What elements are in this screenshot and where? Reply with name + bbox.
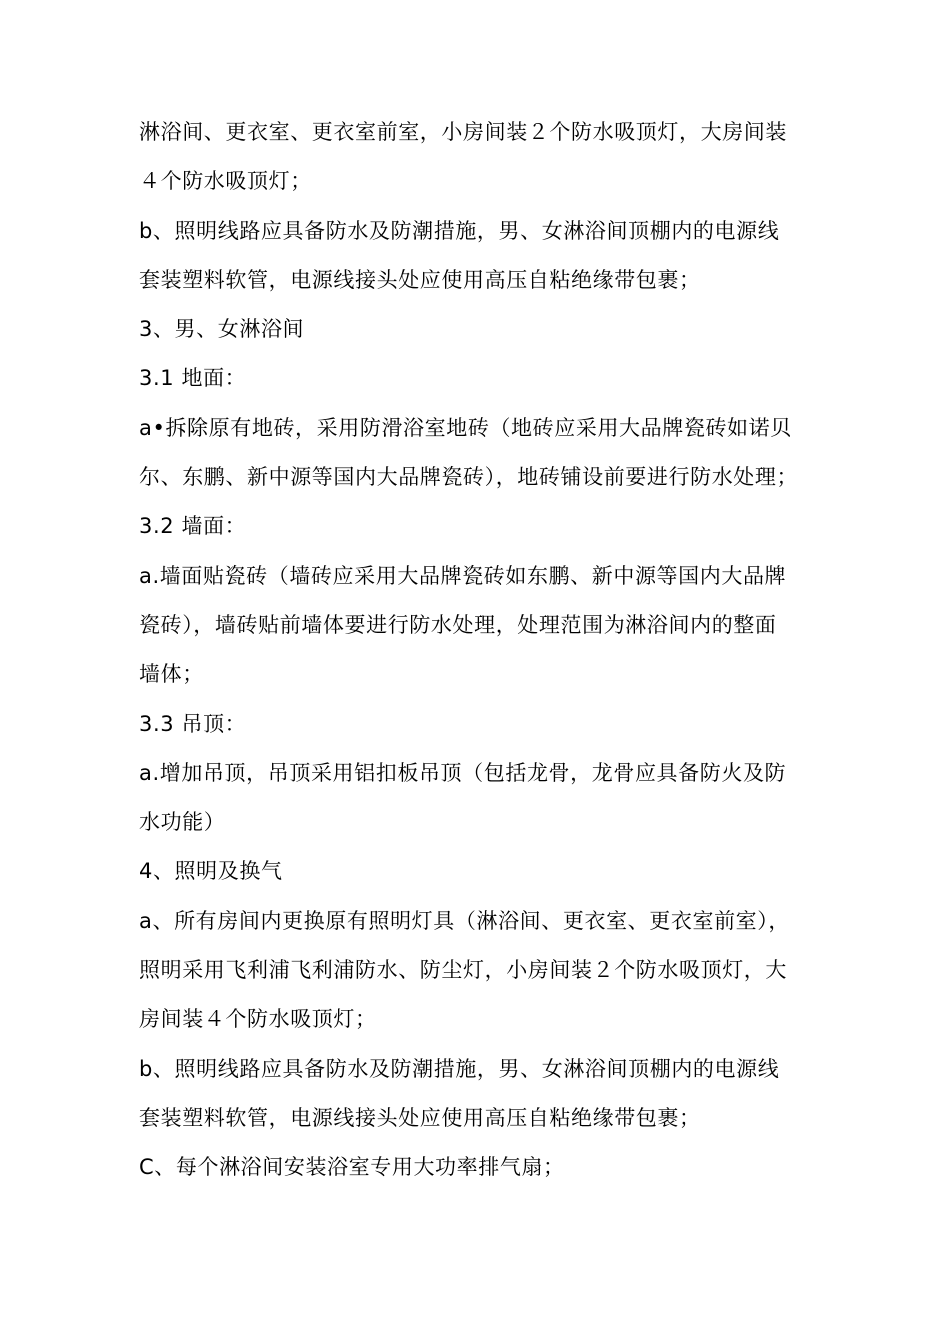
text-line: 墙体； xyxy=(139,662,204,687)
text-line: ４个防水吸顶灯； xyxy=(139,169,312,194)
text-line: b、照明线路应具备防水及防潮措施，男、女淋浴间顶棚内的电源线 xyxy=(139,218,780,243)
subsection-heading: 3.3 吊顶： xyxy=(139,711,247,736)
section-heading: 3、男、女淋浴间 xyxy=(139,317,305,342)
text-line: 瓷砖），墙砖贴前墙体要进行防水处理，处理范围为淋浴间内的整面 xyxy=(139,612,777,637)
subsection-heading: 3.2 墙面： xyxy=(139,514,247,539)
text-line: a.增加吊顶，吊顶采用铝扣板吊顶（包括龙骨，龙骨应具备防火及防 xyxy=(139,760,787,785)
text-line: 套装塑料软管，电源线接头处应使用高压自粘绝缘带包裹； xyxy=(139,267,701,292)
text-line: 照明采用飞利浦飞利浦防水、防尘灯，小房间装２个防水吸顶灯，大 xyxy=(139,958,787,983)
text-line: 水功能） xyxy=(139,810,226,835)
document-body xyxy=(139,108,839,1193)
text-line: 尔、东鹏、新中源等国内大品牌瓷砖），地砖铺设前要进行防水处理； xyxy=(139,465,799,490)
text-line: 淋浴间、更衣室、更衣室前室，小房间装２个防水吸顶灯，大房间装 xyxy=(139,120,787,144)
text-line: 房间装４个防水吸顶灯； xyxy=(139,1007,377,1032)
subsection-heading: 3.1 地面： xyxy=(139,366,247,391)
text-line: a、所有房间内更换原有照明灯具（淋浴间、更衣室、更衣室前室）， xyxy=(139,908,790,933)
text-line: a.墙面贴瓷砖（墙砖应采用大品牌瓷砖如东鹏、新中源等国内大品牌 xyxy=(139,563,787,588)
text-line: 套装塑料软管，电源线接头处应使用高压自粘绝缘带包裹； xyxy=(139,1105,701,1130)
text-line: b、照明线路应具备防水及防潮措施，男、女淋浴间顶棚内的电源线 xyxy=(139,1056,780,1081)
text-line: C、每个淋浴间安装浴室专用大功率排气扇； xyxy=(139,1155,565,1180)
text-line: a•拆除原有地砖，采用防滑浴室地砖（地砖应采用大品牌瓷砖如诺贝 xyxy=(139,415,792,440)
section-heading: 4、照明及换气 xyxy=(139,859,283,884)
